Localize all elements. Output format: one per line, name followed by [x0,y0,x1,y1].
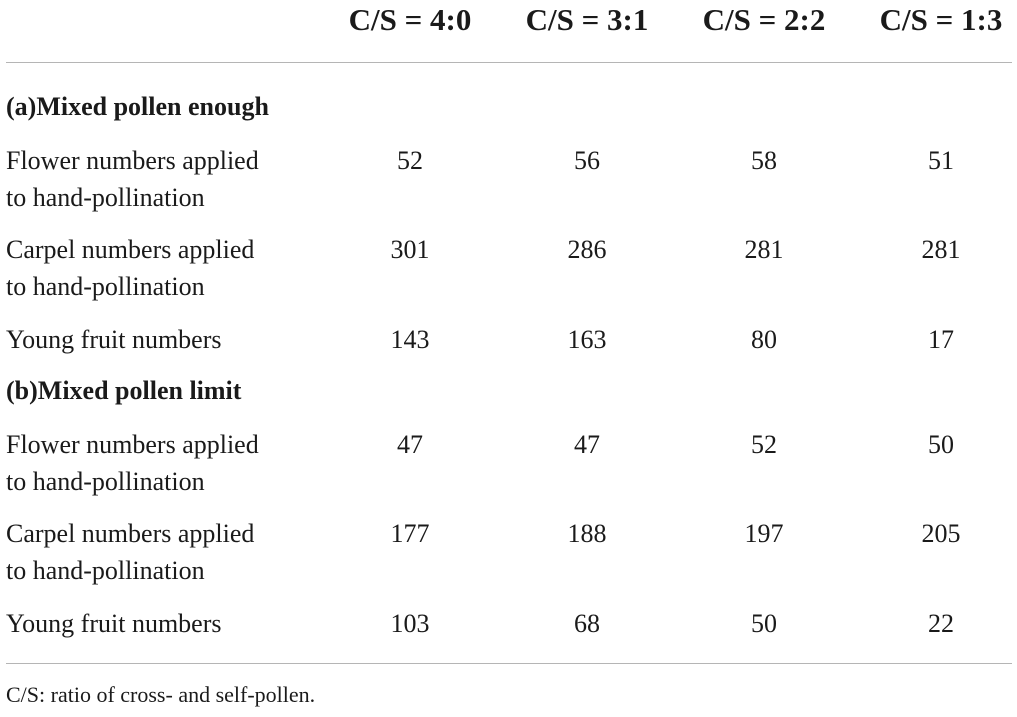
table-cell: 286 [567,235,607,264]
table-cell: 103 [390,609,430,638]
table-cell: 163 [567,325,607,354]
table-cell: 52 [751,430,777,459]
row-label-line-1: Young fruit numbers [6,609,222,638]
row-label [6,515,326,589]
column-header-4-0: C/S = 4:0 [348,2,472,37]
table-cell: 47 [397,430,423,459]
row-label [6,605,326,642]
row-label [6,142,326,216]
table-cell: 281 [921,235,961,264]
section-label-mixed-pollen-enough: (a)Mixed pollen enough [6,92,269,121]
table-header [0,0,1017,44]
table-cell: 68 [574,609,600,638]
row-label-line-2: to hand-pollination [6,556,205,585]
row-label-line-1: Flower numbers applied [6,430,259,459]
table-cell: 51 [928,146,954,175]
table-cell: 80 [751,325,777,354]
header-divider [6,62,1012,63]
row-label-line-1: Carpel numbers applied [6,235,255,264]
row-label-line-1: Flower numbers applied [6,146,259,175]
table-cell: 47 [574,430,600,459]
table-footnote: C/S: ratio of cross- and self-pollen. [6,682,316,707]
column-header-2-2: C/S = 2:2 [702,2,826,37]
row-label-line-1: Carpel numbers applied [6,519,255,548]
table-cell: 197 [744,519,784,548]
row-label-line-2: to hand-pollination [6,467,205,496]
table-cell: 188 [567,519,607,548]
column-header-1-3: C/S = 1:3 [879,2,1003,37]
table-cell: 58 [751,146,777,175]
table-cell: 177 [390,519,430,548]
table-cell: 50 [751,609,777,638]
table-cell: 17 [928,325,954,354]
table-cell: 50 [928,430,954,459]
section-label-mixed-pollen-limit: (b)Mixed pollen limit [6,376,242,405]
footer-divider [6,663,1012,664]
table-cell: 22 [928,609,954,638]
row-label-line-1: Young fruit numbers [6,325,222,354]
table-cell: 52 [397,146,423,175]
table-cell: 281 [744,235,784,264]
row-label-line-2: to hand-pollination [6,272,205,301]
row-label [6,231,326,305]
column-header-3-1: C/S = 3:1 [525,2,649,37]
row-label [6,426,326,500]
table-cell: 301 [390,235,430,264]
table-cell: 143 [390,325,430,354]
row-label [6,321,326,358]
table-cell: 56 [574,146,600,175]
row-label-line-2: to hand-pollination [6,183,205,212]
table-cell: 205 [921,519,961,548]
